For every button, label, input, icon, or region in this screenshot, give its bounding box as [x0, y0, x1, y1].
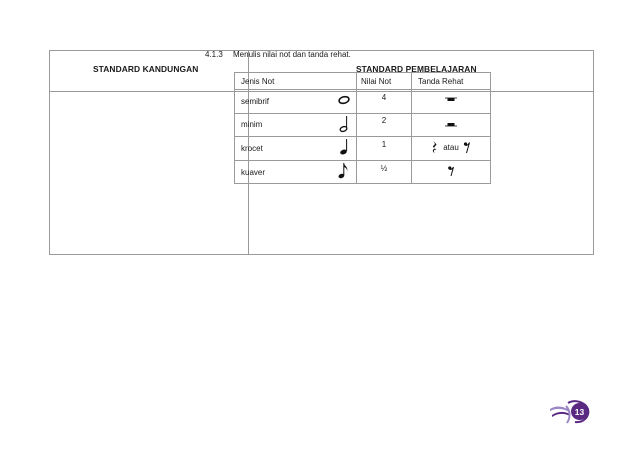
- table-row: [235, 160, 491, 184]
- page-number: 13: [571, 403, 588, 420]
- note-name: kuaver: [235, 160, 332, 184]
- quarter-rest-icon: [431, 140, 439, 154]
- note-value: ½: [380, 163, 388, 173]
- header-rest-sign: Tanda Rehat: [412, 73, 491, 90]
- table-row: [235, 137, 491, 161]
- header-note-value: Nilai Not: [357, 73, 412, 90]
- note-values-table: [234, 72, 491, 184]
- eighth-rest-icon: [412, 160, 491, 184]
- quarter-note-icon: [331, 137, 357, 161]
- note-name: krocet: [235, 137, 332, 161]
- learning-standard-item: [205, 50, 351, 59]
- note-table-header-row: [235, 73, 491, 90]
- learning-standard-text: Menulis nilai not dan tanda rehat.: [233, 50, 351, 59]
- eighth-note-icon: [331, 160, 357, 184]
- header-note-type: Jenis Not: [235, 73, 357, 90]
- header-learning-standard: STANDARD PEMBELAJARAN: [356, 64, 477, 74]
- learning-standard-number: 4.1.3: [205, 50, 223, 59]
- note-name: minim: [235, 113, 332, 137]
- table-row: [235, 113, 491, 137]
- note-value: 2: [381, 116, 387, 126]
- note-value: 1: [381, 139, 387, 149]
- half-note-icon: [331, 113, 357, 137]
- header-content-standard: STANDARD KANDUNGAN: [93, 64, 199, 74]
- table-row: [235, 90, 491, 114]
- half-rest-icon: [412, 113, 491, 137]
- quarter-rest-alt-icon: [463, 140, 471, 154]
- whole-rest-icon: [412, 90, 491, 114]
- whole-note-icon: [331, 90, 357, 114]
- note-value: 4: [381, 92, 387, 102]
- rest-connector: atau: [443, 142, 459, 152]
- note-name: semibrif: [235, 90, 332, 114]
